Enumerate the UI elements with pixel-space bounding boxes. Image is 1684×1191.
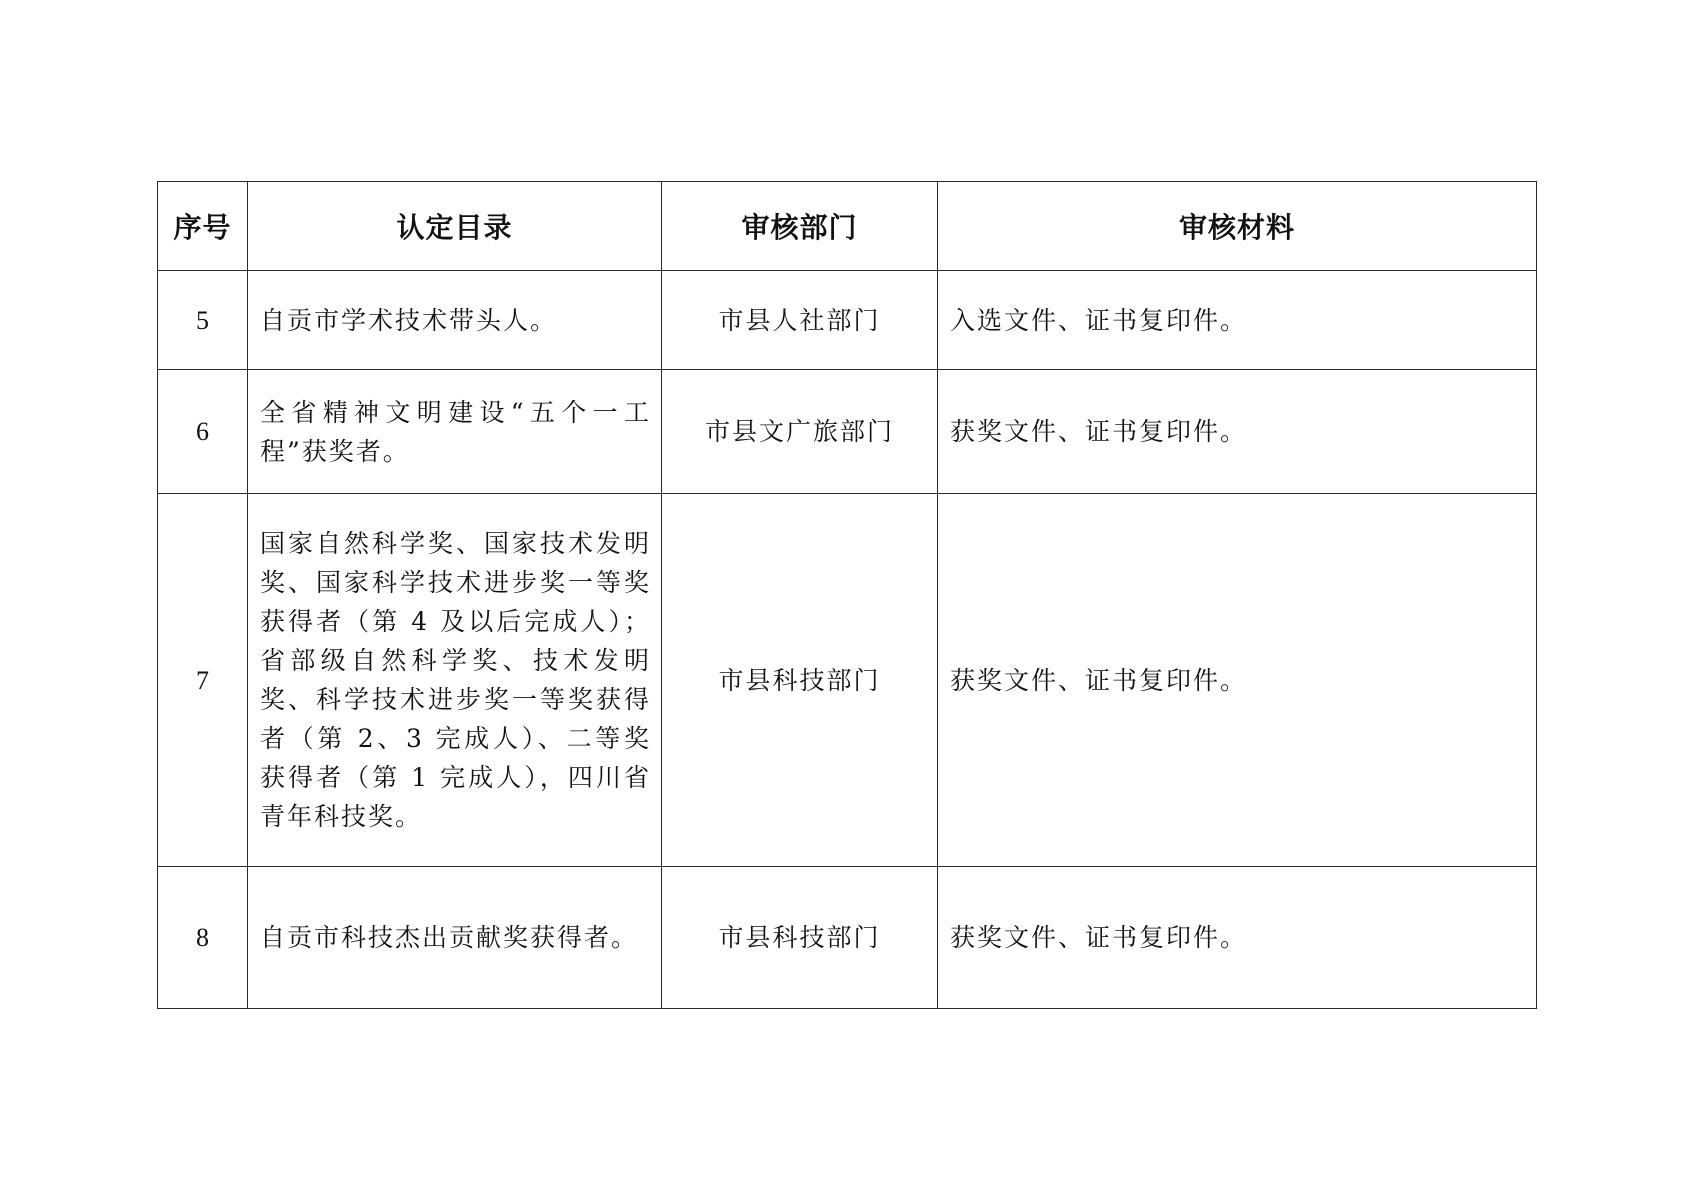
- table-row: [158, 494, 1537, 867]
- row-dept: 市县文广旅部门: [662, 370, 938, 494]
- header-no: 序号: [158, 182, 248, 271]
- row-material: 获奖文件、证书复印件。: [938, 867, 1537, 1009]
- row-material: 入选文件、证书复印件。: [938, 271, 1537, 370]
- header-material: 审核材料: [938, 182, 1537, 271]
- certification-table: [157, 181, 1537, 1009]
- row-item: 国家自然科学奖、国家技术发明奖、国家科学技术进步奖一等奖获得者（第 4 及以后完成人）；省部级自然科学奖、技术发明奖、科学技术进步奖一等奖获得者（第 2、3 完成人）、二等奖获得者（第 1 完成人），四川省青年科技奖。: [248, 494, 662, 867]
- row-item: 自贡市学术技术带头人。: [248, 271, 662, 370]
- table-header-row: [158, 182, 1537, 271]
- header-item: 认定目录: [248, 182, 662, 271]
- table-row: [158, 271, 1537, 370]
- header-dept: 审核部门: [662, 182, 938, 271]
- row-number: 8: [158, 867, 248, 1009]
- row-material: 获奖文件、证书复印件。: [938, 494, 1537, 867]
- row-number: 7: [158, 494, 248, 867]
- row-number: 5: [158, 271, 248, 370]
- row-number: 6: [158, 370, 248, 494]
- row-item: 全省精神文明建设“五个一工程”获奖者。: [248, 370, 662, 494]
- row-dept: 市县科技部门: [662, 867, 938, 1009]
- row-material: 获奖文件、证书复印件。: [938, 370, 1537, 494]
- table-row: [158, 867, 1537, 1009]
- table-row: [158, 370, 1537, 494]
- row-dept: 市县科技部门: [662, 494, 938, 867]
- row-item: 自贡市科技杰出贡献奖获得者。: [248, 867, 662, 1009]
- row-dept: 市县人社部门: [662, 271, 938, 370]
